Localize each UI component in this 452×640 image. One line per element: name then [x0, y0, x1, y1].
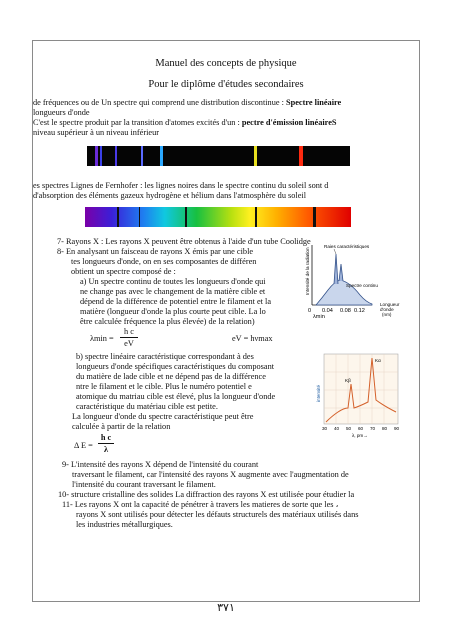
text-line: longueurs d'onde spécifiques caractéristiques du composant	[76, 362, 275, 371]
text-line: longueurs d'onde	[33, 108, 90, 117]
text-line: rayons X sont utilisés pour détecter les défauts structurels des matériaux utilisés dans	[76, 510, 359, 519]
tick-label: 90	[394, 426, 400, 431]
text-line: es spectres Lignes de Fernhofer : les lignes noires dans le spectre continu du soleil sont d	[33, 181, 329, 190]
formula-numerator: h c	[98, 433, 114, 444]
item-10: 10- structure cristalline des solides La diffraction des rayons X est utilisée pour étudier la	[58, 490, 355, 499]
text-line: ntre le filament et le cible. Plus le numéro potentiel e	[76, 382, 252, 391]
text-line: atomique du matriau cible est élevé, plus la longueur d'onde	[76, 392, 276, 401]
item-8: 8- En analysant un faisceau de rayons X émis par une cible	[57, 247, 254, 256]
svg-text:0: 0	[308, 308, 312, 314]
lambda-min-label: λmin	[313, 314, 325, 320]
emission-spectrum	[87, 146, 350, 166]
text-line: d'absorption des éléments gazeux hydrogène et hélium dans l'atmosphère du soleil	[33, 191, 307, 200]
tick-label: 60	[358, 426, 364, 431]
item-9: 9- L'intensité des rayons X dépend de l'intensité du courant	[62, 460, 259, 469]
emission-line	[100, 146, 102, 166]
continu-label: Spectre continu	[346, 283, 378, 288]
tick-label: 40	[334, 426, 340, 431]
text-line: caractéristique du matériau cible est petite.	[76, 402, 218, 411]
text-line: calculée à partir de la relation	[72, 422, 171, 431]
tick-label: 0.12	[354, 308, 365, 314]
absorption-spectrum	[85, 207, 351, 227]
emission-line	[160, 146, 163, 166]
y-axis-label: Intensité de la radiation	[305, 247, 310, 295]
y-axis-label: intensité	[316, 384, 321, 402]
formula-denominator: eV	[124, 339, 134, 348]
tick-label: 50	[346, 426, 352, 431]
emission-line	[299, 146, 303, 166]
absorption-line	[117, 207, 119, 227]
text-line: obtient un spectre composé de :	[71, 267, 176, 276]
characteristic-peak	[334, 254, 338, 284]
svg-text:d'onde: d'onde	[380, 307, 394, 312]
text-line: dépend de la différence de potentiel entre le filament et la	[80, 297, 272, 306]
item-11: 11- Les rayons X ont la capacité de pénétrer à travers les matieres de sorte que les ،	[62, 500, 339, 509]
text-line: matière (longueur d'onde la plus courte peut cible. La lo	[80, 307, 266, 316]
tick-label: 0.08	[340, 308, 351, 314]
page-number: ٣٧١	[217, 602, 235, 614]
text-line: être calculée fréquence la plus élevée) de la relation)	[80, 317, 255, 326]
formula-numerator: h c	[120, 327, 138, 338]
xray-spectrum-graph	[300, 240, 408, 350]
text-line: traversant le filament, car l'intensité des rayons X augmente avec l'augmentation de	[72, 470, 349, 479]
emission-line	[115, 146, 117, 166]
text-line: les industries métallurgiques.	[76, 520, 173, 529]
formula-delta-e: Δ E =	[74, 441, 93, 450]
text-line: l'intensité du courant traversant le filament.	[72, 480, 216, 489]
formula-lambda-min: λmin =	[90, 334, 114, 343]
page-title: Manuel des concepts de physique	[155, 58, 297, 69]
text-line: La longueur d'onde du spectre caractéristique peut être	[72, 412, 254, 421]
absorption-line	[255, 207, 257, 227]
text-line: C'est le spectre produit par la transition d'atomes excités d'un : pectre d'émission linéaireS	[33, 118, 337, 127]
formula-denominator: λ	[103, 445, 109, 454]
page-subtitle: Pour le diplôme d'études secondaires	[148, 79, 304, 90]
absorption-line	[313, 207, 316, 227]
emission-line	[141, 146, 143, 166]
text-line: niveau supérieur à un niveau inférieur	[33, 128, 160, 137]
text-line: du matière de lade cible et ne dépend pas de la différence	[76, 372, 266, 381]
x-axis-label: Longueur	[380, 302, 400, 307]
tick-label: 70	[370, 426, 376, 431]
characteristic-peak	[339, 264, 343, 281]
k-alpha-label: Kα	[375, 358, 381, 363]
tick-label: 0.04	[322, 308, 333, 314]
tick-label: 80	[382, 426, 388, 431]
item-7: 7- Rayons X : Les rayons X peuvent être obtenus à l'aide d'un tube Coolidge	[57, 237, 311, 246]
k-beta-label: Kβ	[345, 378, 351, 383]
formula-energy: eV = hνmax	[232, 334, 273, 343]
raies-label: Raies caractéristiques	[324, 244, 370, 249]
tick-label: 30	[322, 426, 328, 431]
item-8a: a) Un spectre continu de toutes les longueurs d'onde qui	[80, 277, 266, 286]
absorption-line	[139, 207, 140, 227]
k-lines-graph	[312, 350, 404, 440]
emission-line	[254, 146, 257, 166]
emission-line	[95, 146, 98, 166]
text-line: de fréquences ou de Un spectre qui comprend une distribution discontinue : Spectre linéaire	[33, 98, 342, 107]
text-line: ne change pas avec le changement de la matière cible et	[80, 287, 266, 296]
absorption-line	[185, 207, 187, 227]
item-8b: b) spectre linéaire caractéristique correspondant à des	[76, 352, 254, 361]
text-line: tes longueurs d'onde, on en ses composantes de différen	[71, 257, 257, 266]
x-axis-label: λ, pm→	[352, 433, 368, 438]
svg-text:(nm): (nm)	[382, 312, 392, 317]
